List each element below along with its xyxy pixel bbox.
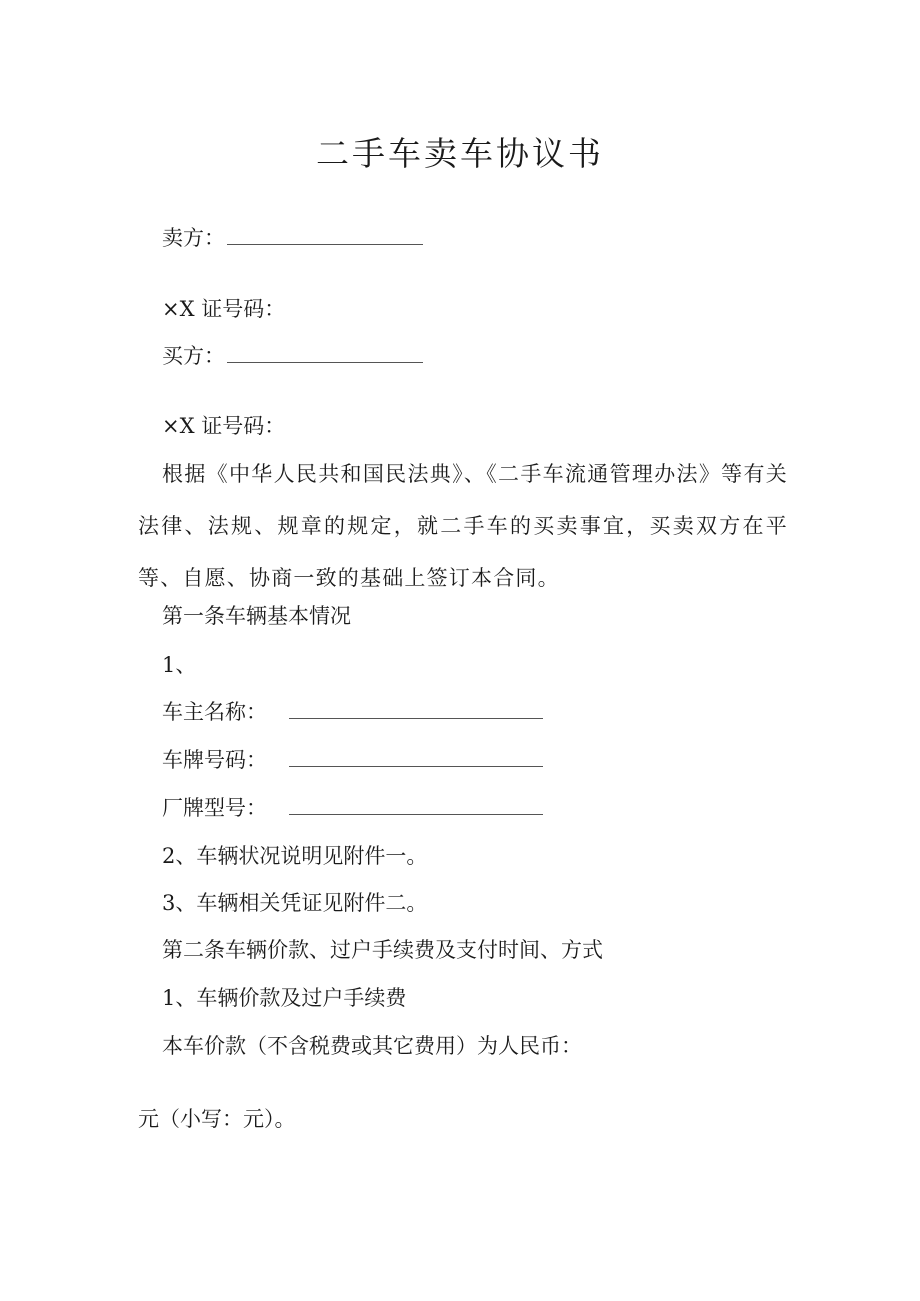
buyer-id-label: ×X 证号码： (162, 414, 286, 438)
buyer-line (162, 341, 423, 371)
model-line (162, 793, 543, 823)
owner-line (162, 697, 543, 727)
plate-label: 车牌号码： (162, 748, 267, 772)
plate-line (162, 745, 543, 775)
article2-item1: 1、车辆价款及过户手续费 (162, 986, 407, 1010)
price-line: 本车价款（不含税费或其它费用）为人民币： (162, 1034, 582, 1058)
article1-heading: 第一条车辆基本情况 (162, 604, 351, 628)
seller-line (162, 223, 423, 253)
buyer-blank (227, 342, 423, 363)
article2-heading: 第二条车辆价款、过户手续费及支付时间、方式 (162, 938, 603, 962)
model-label: 厂牌型号： (162, 796, 267, 820)
amount-line: 元（小写：元）。 (138, 1107, 296, 1131)
article1-item1: 1、 (162, 653, 197, 677)
model-blank (289, 794, 543, 815)
article1-item2: 2、车辆状况说明见附件一。 (162, 844, 428, 868)
seller-id-line (162, 294, 285, 324)
seller-label: 卖方： (162, 226, 225, 250)
document-title: 二手车卖车协议书 (316, 134, 604, 173)
owner-blank (289, 698, 543, 719)
intro-paragraph: 根据《中华人民共和国民法典》、《二手车流通管理办法》等有关法律、法规、规章的规定，就二手车的买卖事宜，买卖双方在平等、自愿、协商一致的基础上签订本合同。 (138, 462, 788, 590)
seller-id-label: ×X 证号码： (162, 297, 286, 321)
plate-blank (289, 746, 543, 767)
buyer-label: 买方： (162, 344, 225, 368)
buyer-id-line (162, 411, 285, 441)
seller-blank (227, 224, 423, 245)
article1-item3: 3、车辆相关凭证见附件二。 (162, 891, 428, 915)
owner-label: 车主名称： (162, 700, 267, 724)
